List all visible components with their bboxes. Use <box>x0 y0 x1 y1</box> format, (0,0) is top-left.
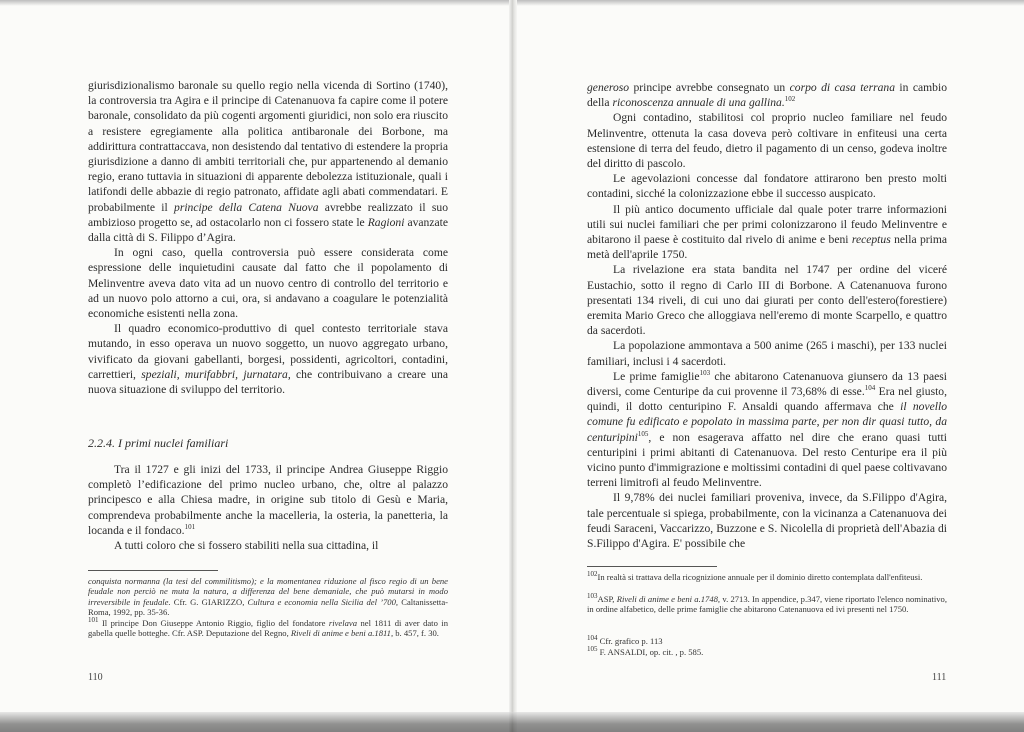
page-number-right: 111 <box>932 672 947 683</box>
right-paragraph-2: Ogni contadino, stabilitosi col proprio nucleo familiare nel feudo Melinventre, ottenuta la casa doveva però coltivare in enfiteusi una certa estensione di terra del feudo, dietro il pagamento di un censo, godeva inoltre del diritto di pascolo. <box>587 111 947 171</box>
scan-bottom-edge <box>0 712 1024 732</box>
left-paragraph-3: Il quadro economico-produttivo di quel contesto territoriale stava mutando, in esso operava un nuovo soggetto, un nuovo aggregato urbano, vivificato da giovani gabellanti, borgesi, possidenti, agricoltori, contadini, carrettieri, speziali, murifabbri, jurnatara, che contribuivano a creare una nuova situazione di sviluppo del territorio. <box>88 322 448 397</box>
right-footnote-rule <box>587 566 717 567</box>
left-paragraph-2: In ogni caso, quella controversia può essere considerata come espressione delle inquietudini causate dal fatto che il popolamento di Melinventre aveva dato vita ad un nuovo centro di controllo del territorio e ad un nuovo polo attorno a cui, ora, si andavano a coagulare le potenzialità economiche esistenti nella zona. <box>88 246 448 321</box>
page-number-left: 110 <box>88 672 103 683</box>
right-paragraph-1: generoso principe avrebbe consegnato un corpo di casa terrana in cambio della riconoscenza annuale di una gallina.$^{102}$ <box>587 81 947 110</box>
left-paragraph-1: giurisdizionalismo baronale su quello regio nella vicenda di Sortino (1740), la controversia tra Agira e il principe di Catenanuova fa capire come il potere baronale, consolidato da più cogenti argomenti giuridici, non solo era riuscito a resistere egregiamente alla politica antibaronale dei Borbone, ma addirittura contrattaccava, non desistendo dal tentativo di estendere la propria giurisdizione a danno di ambiti territoriali che, pur appartenendo al demanio regio, erano tuttavia in situazioni di apparente debolezza istituzionale, quali i latifondi delle abbazie di regio patronato, affidate agli abati commendatari. E probabilmente il principe della Catena Nuova avrebbe realizzato il suo ambizioso progetto se, ad ostacolarlo non ci fossero state le Ragioni avanzate dalla città di S. Filippo d’Agira. <box>88 79 448 245</box>
left-paragraph-4: Tra il 1727 e gli inizi del 1733, il principe Andrea Giuseppe Riggio completò l’edificazione del primo nucleo urbano, che, oltre al palazzo principesco e alla Chiesa madre, in origine sub titolo di Gesù e Maria, comprendeva probabilmente anche la macelleria, la osteria, la panetteria, la locanda e il fondaco.$^{101}$ <box>88 463 448 537</box>
footnote-104: $^{104}$ Cfr. grafico p. 113 <box>587 634 663 646</box>
left-page-text-2 <box>88 462 448 553</box>
right-page-text <box>587 80 947 551</box>
footnote-105: $^{105}$ F. ANSALDI, op. cit. , p. 585. <box>587 645 704 657</box>
left-paragraph-5: A tutti coloro che si fossero stabiliti nella sua cittadina, il <box>114 539 379 553</box>
footnote-103: $^{103}$ASP, Riveli di anime e beni a.1748, v. 2713. In appendice, p.347, viene riportato l'elenco nominativo, in ordine alfabetico, delle prime famiglie che abitarono Catenanuova ed ivi presenti nel 1750. <box>587 592 947 615</box>
left-footnote-continued: conquista normanna (la tesi del commilitismo); e la momentanea riduzione al fisco regio di un bene feudale non perciò ne muta la natura, a differenza del bene demaniale, che può mutarsi in modo irreversibile in feudale. Cfr. G. GIARIZZO, Cultura e economia nella Sicilia del ’700, Caltanissetta-Roma, 1992, pp. 35-36. <box>88 576 448 618</box>
left-page-text <box>88 78 448 397</box>
right-paragraph-6: La popolazione ammontava a 500 anime (265 i maschi), per 133 nuclei familiari, inclusi i 4 sacerdoti. <box>587 339 947 368</box>
right-paragraph-7: Le prime famiglie$^{103}$ che abitarono Catenanuova giunsero da 13 paesi diversi, come Centuripe da cui provenne il 73,68% di esse.$^{104}$ Era nel giusto, quindi, il dotto centuripino F. Ansaldi quando affermava che il novello comune fu edificato e popolato in massima parte, per non dir quasi tutto, da centuripini$^{105}$, e non esagerava affatto nel dire che erano quasi tutti centuripini i primi abitanti di Catenanuova. Del resto Centuripe era il più vicino punto d'immigrazione e moltissimi contadini di quel paese coltivavano terreni limitrofi al feudo Melinventre. <box>587 369 948 490</box>
book-gutter <box>509 0 517 732</box>
section-heading: 2.2.4. I primi nuclei familiari <box>88 436 229 450</box>
left-footnote-rule <box>88 570 218 571</box>
footnote-ref-102: 102 <box>784 95 796 104</box>
footnote-101: $^{101}$ Il principe Don Giuseppe Antonio Riggio, figlio del fondatore rivelava nel 1811 di aver dato in gabella quelle botteghe. Cfr. ASP. Deputazione del Regno, Riveli di anime e beni a.1811, b. 457, f. 30. <box>88 616 448 639</box>
right-paragraph-5: La rivelazione era stata bandita nel 1747 per ordine del viceré Eustachio, sotto il regno di Carlo III di Borbone. A Catenanuova furono presentati 134 riveli, di cui uno dai giurati per conto dell'estero(forestiere) eremita Mario Greco che alloggiava nell'eremo di monte Scarpello, e quattro da sacerdoti. <box>587 263 947 338</box>
footnote-ref-101: 101 <box>184 522 196 531</box>
right-paragraph-4: Il più antico documento ufficiale dal quale poter trarre informazioni utili sui nuclei familiari che per primi colonizzarono il feudo Melinventre e abitarono il paese è costituito dal rivelo di anime e beni receptus nella prima metà dell'aprile 1750. <box>587 202 948 262</box>
right-paragraph-8: Il 9,78% dei nuclei familiari proveniva, invece, da S.Filippo d'Agira, tale percentuale si spiega, probabilmente, con la vicinanza a Catenanuova dei feudi Saraceni, Vaccarizzo, Buzzone e S. Nicolella di proprietà dell'Abazia di S.Filippo d'Agira. E' possibile che <box>587 491 947 551</box>
footnote-102: $^{102}$In realtà si trattava della ricognizione annuale per il dominio diretto contemplata dall'enfiteusi. <box>587 570 923 582</box>
right-paragraph-3: Le agevolazioni concesse dal fondatore attirarono ben presto molti contadini, sicché la colonizzazione ebbe il successo auspicato. <box>587 172 947 201</box>
